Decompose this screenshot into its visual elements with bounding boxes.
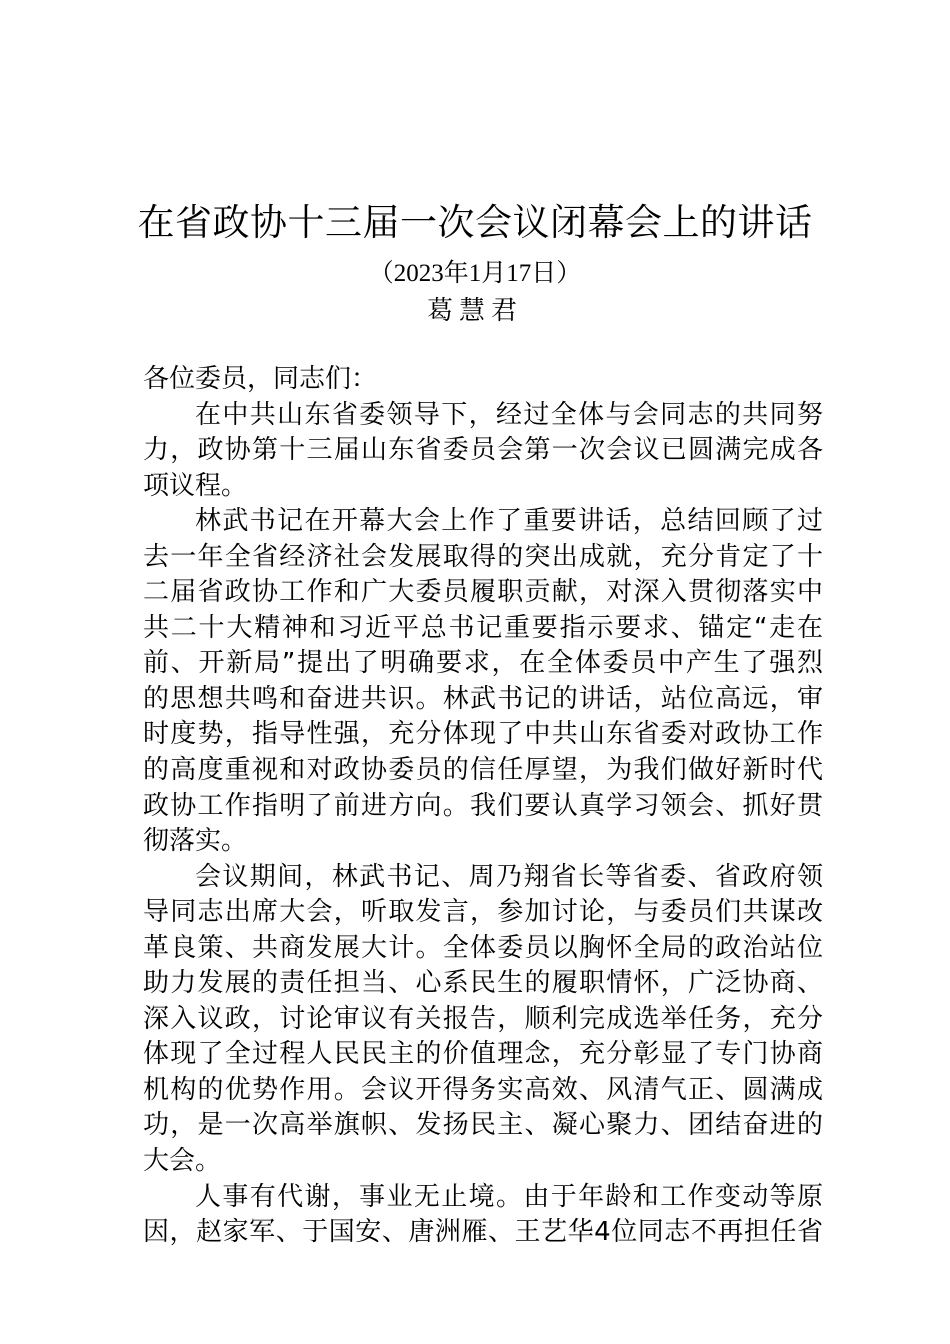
body-line: 助力发展的责任担当、心系民生的履职情怀，广泛协商、 [143,968,823,999]
body-line: 二届省政协工作和广大委员履职贡献，对深入贯彻落实中 [143,577,823,608]
body-line: 前、开新局”提出了明确要求，在全体委员中产生了强烈 [143,648,823,679]
body-line: 体现了全过程人民民主的价值理念，充分彰显了专门协商 [143,1039,823,1070]
speech-date: （2023年1月17日） [368,260,582,287]
body-line: 会议期间，林武书记、周乃翔省长等省委、省政府领 [195,861,823,892]
body-line: 林武书记在开幕大会上作了重要讲话，总结回顾了过 [195,506,823,537]
speech-body [143,362,823,1251]
body-line: 在中共山东省委领导下，经过全体与会同志的共同努 [195,399,823,430]
body-line: 时度势，指导性强，充分体现了中共山东省委对政协工作 [143,719,823,750]
body-line: 的思想共鸣和奋进共识。林武书记的讲话，站位高远，审 [143,683,823,714]
body-line: 导同志出席大会，听取发言，参加讨论，与委员们共谋改 [143,897,823,928]
body-line: 彻落实。 [143,826,248,857]
body-line: 革良策、共商发展大计。全体委员以胸怀全局的政治站位 [143,932,823,963]
body-line: 的高度重视和对政协委员的信任厚望，为我们做好新时代 [143,755,823,786]
body-line: 功，是一次高举旗帜、发扬民主、凝心聚力、团结奋进的 [143,1110,823,1141]
body-line: 深入议政，讨论审议有关报告，顺利完成选举任务，充分 [143,1003,823,1034]
speech-title: 在省政协十三届一次会议闭幕会上的讲话 [137,201,813,244]
body-line: 因，赵家军、于国安、唐洲雁、王艺华4位同志不再担任省 [143,1217,823,1248]
body-line: 大会。 [143,1146,222,1177]
salutation: 各位委员，同志们： [143,364,378,394]
body-line: 力，政协第十三届山东省委员会第一次会议已圆满完成各 [143,435,823,466]
body-line: 人事有代谢，事业无止境。由于年龄和工作变动等原 [195,1181,823,1212]
body-line: 机构的优势作用。会议开得务实高效、风清气正、圆满成 [143,1074,823,1105]
body-line: 去一年全省经济社会发展取得的突出成就，充分肯定了十 [143,541,823,572]
body-line: 政协工作指明了前进方向。我们要认真学习领会、抓好贯 [143,790,823,821]
body-line: 共二十大精神和习近平总书记重要指示要求、锚定“走在 [143,612,823,643]
speech-author: 葛慧君 [426,296,523,326]
body-line: 项议程。 [143,470,248,501]
